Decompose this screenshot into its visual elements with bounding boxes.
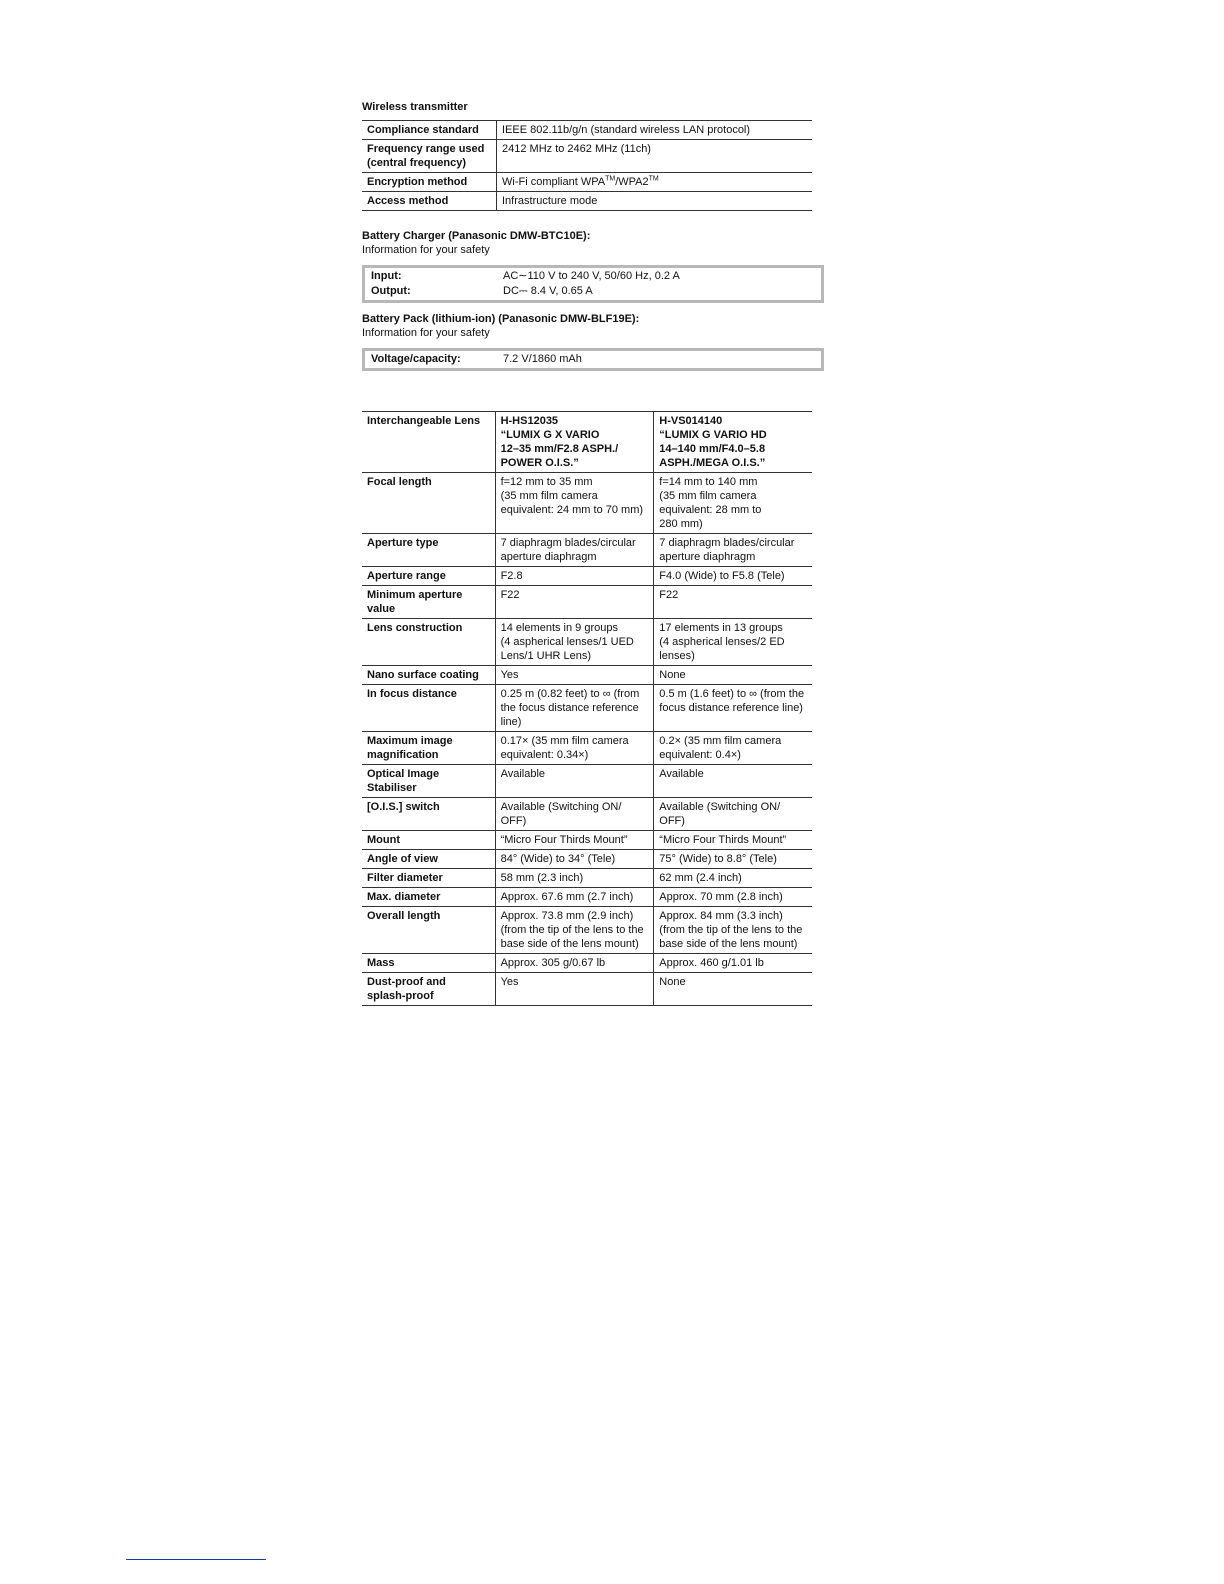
row-label: In focus distance bbox=[362, 685, 495, 732]
row-value: 7.2 V/1860 mAh bbox=[503, 353, 582, 365]
row-value: 0.25 m (0.82 feet) to ∞ (from the focus distance reference line) bbox=[495, 685, 654, 732]
row-label: Compliance standard bbox=[362, 121, 497, 140]
row-value: 0.5 m (1.6 feet) to ∞ (from the focus distance reference line) bbox=[654, 685, 812, 732]
charger-subtitle: Information for your safety bbox=[362, 244, 490, 256]
row-value: Infrastructure mode bbox=[497, 192, 813, 211]
row-label: Aperture range bbox=[362, 567, 495, 586]
trademark-mark: TM bbox=[648, 175, 659, 183]
row-label: Dust-proof and splash-proof bbox=[362, 973, 495, 1006]
row-value: 62 mm (2.4 inch) bbox=[654, 869, 812, 888]
row-value: Approx. 73.8 mm (2.9 inch) (from the tip of the lens to the base side of the lens mount) bbox=[495, 907, 654, 954]
row-value: “Micro Four Thirds Mount” bbox=[654, 831, 812, 850]
row-label: Access method bbox=[362, 192, 497, 211]
row-value: F22 bbox=[654, 586, 812, 619]
row-value: Available bbox=[654, 765, 812, 798]
value-text: Wi-Fi compliant WPA bbox=[502, 176, 606, 188]
row-label: Maximum image magnification bbox=[362, 732, 495, 765]
table-row bbox=[362, 534, 812, 567]
battery-title: Battery Pack (lithium-ion) (Panasonic DMW-BLF19E): bbox=[362, 313, 640, 325]
row-value: None bbox=[654, 666, 812, 685]
row-label: Aperture type bbox=[362, 534, 495, 567]
table-row bbox=[362, 798, 812, 831]
row-value: Approx. 84 mm (3.3 inch) (from the tip of the lens to the base side of the lens mount) bbox=[654, 907, 812, 954]
row-label: Max. diameter bbox=[362, 888, 495, 907]
battery-box bbox=[362, 348, 824, 371]
table-row bbox=[362, 666, 812, 685]
box-row bbox=[371, 269, 815, 284]
footnote-rule bbox=[126, 1559, 266, 1560]
row-label: Angle of view bbox=[362, 850, 495, 869]
header-cell: H-HS12035 “LUMIX G X VARIO 12–35 mm/F2.8 ASPH./ POWER O.I.S.” bbox=[495, 412, 654, 473]
row-value: 7 diaphragm blades/circular aperture diaphragm bbox=[495, 534, 654, 567]
row-label: Output: bbox=[371, 285, 411, 297]
wireless-table bbox=[362, 120, 812, 211]
table-row bbox=[362, 973, 812, 1006]
row-value: F2.8 bbox=[495, 567, 654, 586]
row-label: Frequency range used (central frequency) bbox=[362, 140, 497, 173]
row-label: Lens construction bbox=[362, 619, 495, 666]
table-row bbox=[362, 685, 812, 732]
table-row bbox=[362, 831, 812, 850]
row-value: 84° (Wide) to 34° (Tele) bbox=[495, 850, 654, 869]
row-value: 7 diaphragm blades/circular aperture diaphragm bbox=[654, 534, 812, 567]
battery-subtitle: Information for your safety bbox=[362, 327, 490, 339]
table-row bbox=[362, 192, 812, 211]
value-text: /WPA2 bbox=[615, 176, 649, 188]
row-label: Nano surface coating bbox=[362, 666, 495, 685]
row-value: 2412 MHz to 2462 MHz (11ch) bbox=[497, 140, 813, 173]
row-value: None bbox=[654, 973, 812, 1006]
row-value: Yes bbox=[495, 973, 654, 1006]
row-value: Available (Switching ON/ OFF) bbox=[654, 798, 812, 831]
table-row bbox=[362, 567, 812, 586]
row-value bbox=[497, 173, 813, 192]
table-row bbox=[362, 907, 812, 954]
table-row bbox=[362, 140, 812, 173]
box-row bbox=[371, 352, 815, 367]
row-value: 0.2× (35 mm film camera equivalent: 0.4×) bbox=[654, 732, 812, 765]
table-row bbox=[362, 619, 812, 666]
row-value: 75° (Wide) to 8.8° (Tele) bbox=[654, 850, 812, 869]
row-value: Yes bbox=[495, 666, 654, 685]
wireless-title: Wireless transmitter bbox=[362, 101, 468, 113]
row-value: f=14 mm to 140 mm (35 mm film camera equivalent: 28 mm to 280 mm) bbox=[654, 473, 812, 534]
table-row bbox=[362, 732, 812, 765]
row-value: f=12 mm to 35 mm (35 mm film camera equivalent: 24 mm to 70 mm) bbox=[495, 473, 654, 534]
spec-page bbox=[362, 100, 812, 1006]
lens-spec-table bbox=[362, 411, 812, 1006]
row-label: Encryption method bbox=[362, 173, 497, 192]
trademark-mark: TM bbox=[605, 175, 616, 183]
row-value: “Micro Four Thirds Mount” bbox=[495, 831, 654, 850]
box-row bbox=[371, 284, 815, 299]
table-row bbox=[362, 954, 812, 973]
row-value: F4.0 (Wide) to F5.8 (Tele) bbox=[654, 567, 812, 586]
table-row bbox=[362, 888, 812, 907]
charger-title: Battery Charger (Panasonic DMW-BTC10E): bbox=[362, 230, 591, 242]
table-row bbox=[362, 586, 812, 619]
row-label: Mount bbox=[362, 831, 495, 850]
row-label: Focal length bbox=[362, 473, 495, 534]
lens-header-row bbox=[362, 412, 812, 473]
row-value: DC⎓ 8.4 V, 0.65 A bbox=[503, 285, 593, 297]
row-value: Available bbox=[495, 765, 654, 798]
row-label: Optical Image Stabiliser bbox=[362, 765, 495, 798]
table-row bbox=[362, 765, 812, 798]
table-row bbox=[362, 173, 812, 192]
row-value: Approx. 67.6 mm (2.7 inch) bbox=[495, 888, 654, 907]
table-row bbox=[362, 869, 812, 888]
row-value: 17 elements in 13 groups (4 aspherical lenses/2 ED lenses) bbox=[654, 619, 812, 666]
row-value: AC∼110 V to 240 V, 50/60 Hz, 0.2 A bbox=[503, 270, 680, 282]
row-label: Filter diameter bbox=[362, 869, 495, 888]
row-label: [O.I.S.] switch bbox=[362, 798, 495, 831]
row-value: 14 elements in 9 groups (4 aspherical lenses/1 UED Lens/1 UHR Lens) bbox=[495, 619, 654, 666]
header-cell: Interchangeable Lens bbox=[362, 412, 495, 473]
table-row bbox=[362, 121, 812, 140]
row-value: 58 mm (2.3 inch) bbox=[495, 869, 654, 888]
row-label: Mass bbox=[362, 954, 495, 973]
row-label: Overall length bbox=[362, 907, 495, 954]
row-value: Approx. 70 mm (2.8 inch) bbox=[654, 888, 812, 907]
row-value: IEEE 802.11b/g/n (standard wireless LAN protocol) bbox=[497, 121, 813, 140]
charger-box bbox=[362, 265, 824, 303]
row-value: 0.17× (35 mm film camera equivalent: 0.34×) bbox=[495, 732, 654, 765]
table-row bbox=[362, 473, 812, 534]
row-value: Approx. 460 g/1.01 lb bbox=[654, 954, 812, 973]
row-value: Available (Switching ON/ OFF) bbox=[495, 798, 654, 831]
row-label: Input: bbox=[371, 270, 402, 282]
table-row bbox=[362, 850, 812, 869]
row-value: Approx. 305 g/0.67 lb bbox=[495, 954, 654, 973]
header-cell: H-VS014140 “LUMIX G VARIO HD 14–140 mm/F4.0–5.8 ASPH./MEGA O.I.S.” bbox=[654, 412, 812, 473]
row-label: Minimum aperture value bbox=[362, 586, 495, 619]
row-label: Voltage/capacity: bbox=[371, 353, 461, 365]
row-value: F22 bbox=[495, 586, 654, 619]
